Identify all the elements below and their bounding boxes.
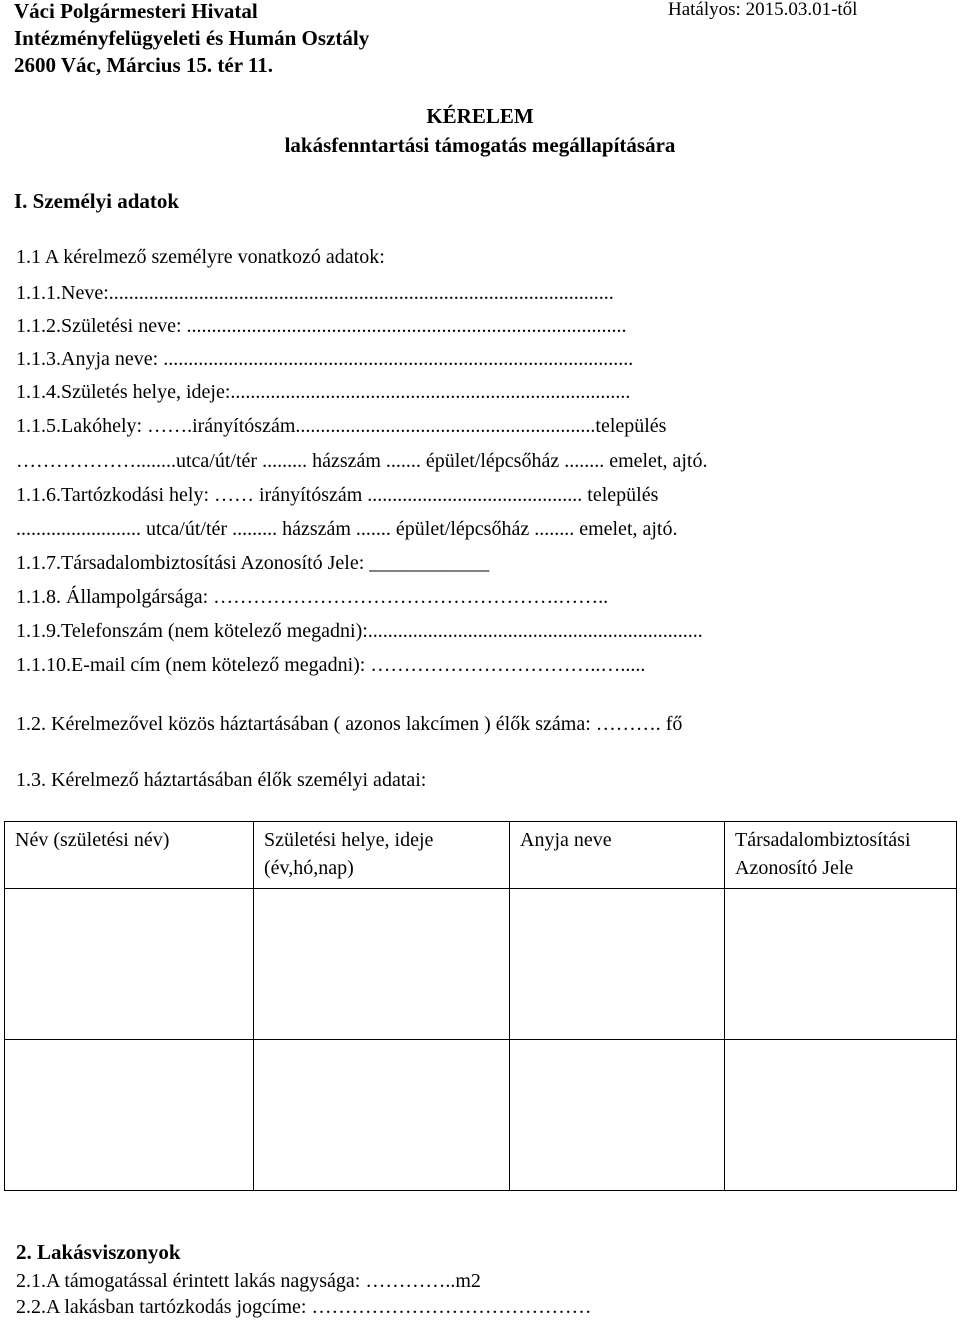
column-header-birth-place-date: Születési helye, ideje (év,hó,nap) bbox=[254, 822, 510, 889]
table-cell[interactable] bbox=[254, 1040, 510, 1191]
field-social-security-id[interactable]: 1.1.7.Társadalombiztosítási Azonosító Jele: ____________ bbox=[16, 552, 490, 574]
field-birth-name[interactable]: 1.1.2.Születési neve: ........................................................................................ bbox=[16, 315, 627, 337]
field-mother-name[interactable]: 1.1.3.Anyja neve: .............................................................................................. bbox=[16, 348, 634, 370]
effective-date: Hatályos: 2015.03.01-től bbox=[668, 0, 858, 20]
table-cell[interactable] bbox=[725, 889, 957, 1040]
column-header-name: Név (születési név) bbox=[5, 822, 254, 889]
column-header-mother-name: Anyja neve bbox=[510, 822, 725, 889]
field-temporary-street[interactable]: ......................... utca/út/tér ......... házszám ....... épület/lépcsőház ........ emelet, ajtó. bbox=[16, 518, 678, 540]
office-address: 2600 Vác, Március 15. tér 11. bbox=[14, 53, 273, 77]
office-name: Váci Polgármesteri Hivatal bbox=[14, 0, 258, 23]
field-phone[interactable]: 1.1.9.Telefonszám (nem kötelező megadni):................................................................... bbox=[16, 620, 703, 642]
table-row bbox=[5, 1040, 957, 1191]
field-residence[interactable]: 1.1.5.Lakóhely: …….irányítószám............................................................település bbox=[16, 415, 667, 437]
section-heading-personal: I. Személyi adatok bbox=[14, 189, 180, 213]
table-cell[interactable] bbox=[5, 1040, 254, 1191]
table-cell[interactable] bbox=[725, 1040, 957, 1191]
field-residence-street[interactable]: ………………........utca/út/tér ......... házszám ....... épület/lépcsőház ........ emelet, ajtó. bbox=[16, 450, 708, 472]
field-household-count[interactable]: 1.2. Kérelmezővel közös háztartásában ( azonos lakcímen ) élők száma: ………. fő bbox=[16, 713, 683, 735]
table-row bbox=[5, 889, 957, 1040]
field-temporary-address[interactable]: 1.1.6.Tartózkodási hely: …… irányítószám ........................................... település bbox=[16, 484, 659, 506]
field-email[interactable]: 1.1.10.E-mail cím (nem kötelező megadni): ……………………………..…..... bbox=[16, 654, 646, 676]
table-cell[interactable] bbox=[510, 1040, 725, 1191]
section-heading-housing: 2. Lakásviszonyok bbox=[16, 1240, 181, 1264]
field-name[interactable]: 1.1.1.Neve:..................................................................................................... bbox=[16, 282, 614, 304]
form-subtitle: lakásfenntartási támogatás megállapítására bbox=[284, 133, 676, 157]
field-apartment-size[interactable]: 2.1.A támogatással érintett lakás nagysága: …………..m2 bbox=[16, 1270, 481, 1292]
line-1-1: 1.1 A kérelmező személyre vonatkozó adatok: bbox=[16, 246, 385, 268]
field-citizenship[interactable]: 1.1.8. Állampolgársága: …………………………………………….…….. bbox=[16, 586, 609, 608]
department-name: Intézményfelügyeleti és Humán Osztály bbox=[14, 26, 370, 50]
household-members-table bbox=[4, 821, 957, 1191]
field-residence-title[interactable]: 2.2.A lakásban tartózkodás jogcíme: …………………………………… bbox=[16, 1296, 592, 1318]
column-header-social-security-id: Társadalombiztosítási Azonosító Jele bbox=[725, 822, 957, 889]
household-members-heading: 1.3. Kérelmező háztartásában élők személyi adatai: bbox=[16, 769, 427, 791]
form-title: KÉRELEM bbox=[426, 104, 534, 128]
table-header-row bbox=[5, 822, 957, 889]
field-birth-place-date[interactable]: 1.1.4.Születés helye, ideje:................................................................................ bbox=[16, 381, 631, 403]
table-cell[interactable] bbox=[510, 889, 725, 1040]
table-cell[interactable] bbox=[254, 889, 510, 1040]
table-cell[interactable] bbox=[5, 889, 254, 1040]
